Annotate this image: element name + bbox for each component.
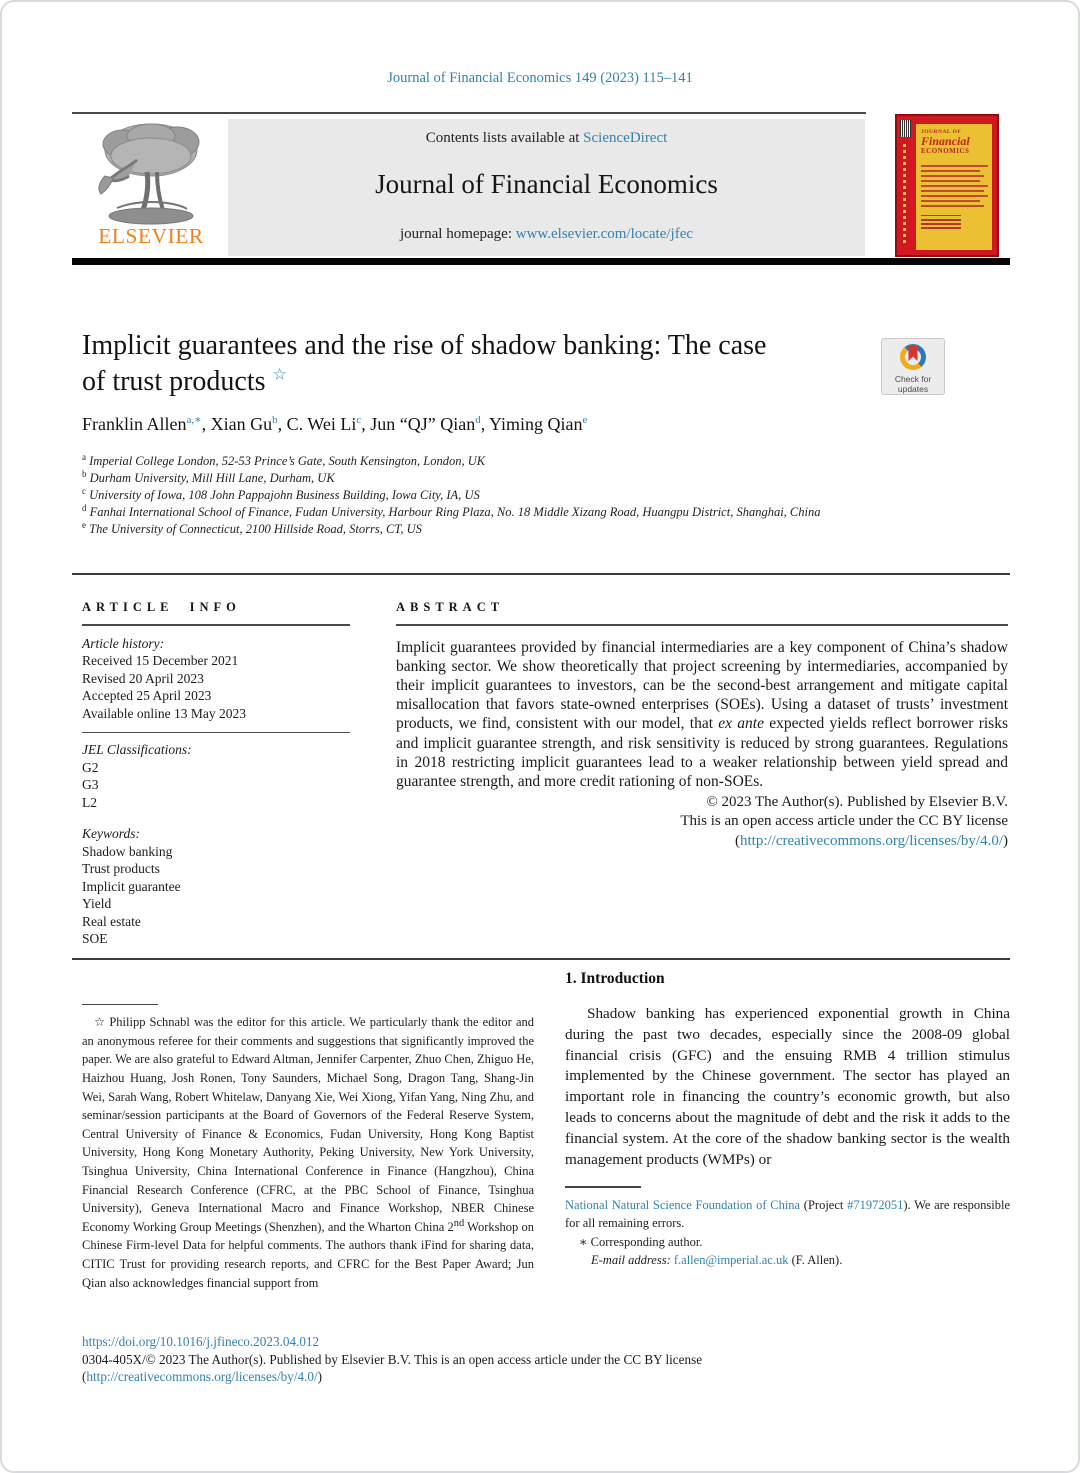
author-separator: , xyxy=(480,414,490,434)
email-suffix: (F. Allen). xyxy=(788,1253,843,1268)
author-separator: , xyxy=(201,414,211,434)
title-line2: of trust products xyxy=(82,366,266,397)
doi-link[interactable]: https://doi.org/10.1016/j.jfineco.2023.04.012 xyxy=(82,1334,320,1349)
funding-footnote xyxy=(565,1196,1010,1233)
license-paren: ) xyxy=(1003,832,1008,849)
history-item: Accepted 25 April 2023 xyxy=(82,688,212,703)
funding-end: ). We are responsible for all remaining errors. xyxy=(565,1197,1010,1231)
author-sup[interactable]: b xyxy=(272,414,278,426)
affiliation-text: The University of Connecticut, 2100 Hillside Road, Storrs, CT, US xyxy=(89,522,422,536)
corresponding-text: Corresponding author. xyxy=(587,1234,703,1249)
left-footnote-column xyxy=(82,1004,534,1292)
badge-line1: Check for xyxy=(894,374,932,384)
homepage-prefix: journal homepage: xyxy=(399,226,516,242)
jel-item: G3 xyxy=(82,777,99,793)
elsevier-tree-icon xyxy=(87,120,215,226)
footnote-sup: nd xyxy=(453,1217,465,1229)
history-label: Article history: xyxy=(82,635,165,651)
footnote-rule xyxy=(565,1186,641,1187)
section-divider-rule xyxy=(72,573,1010,575)
keyword-item: Real estate xyxy=(82,913,141,929)
crossmark-bookmark-icon xyxy=(909,346,918,361)
corresponding-author-note xyxy=(565,1233,1010,1252)
author-name: Franklin Allen xyxy=(82,414,187,434)
abstract-copyright xyxy=(396,793,1008,851)
title-star-icon[interactable]: ☆ xyxy=(272,366,287,384)
copyright-line2: This is an open access article under the CC BY license xyxy=(680,813,1008,830)
cover-contents-lines xyxy=(921,165,988,207)
sciencedirect-link[interactable]: ScienceDirect xyxy=(583,130,668,146)
keyword-item: SOE xyxy=(82,931,108,947)
homepage-line xyxy=(228,226,865,243)
jel-item: G2 xyxy=(82,759,99,775)
title-line1: Implicit guarantees and the rise of shadow banking: The case xyxy=(82,330,767,361)
affiliation-row xyxy=(82,504,882,521)
author-name: Jun “QJ” Qian xyxy=(370,414,476,434)
affiliation-text: University of Iowa, 108 John Pappajohn Business Building, Iowa City, IA, US xyxy=(89,488,480,502)
header-top-rule xyxy=(72,112,866,114)
contents-line xyxy=(228,130,865,147)
abstract-p1: Implicit guarantees provided by financial intermediaries are a key component of China’s shadow banking sector. We show theoretically that project screening by intermediaries, accompanied by their implicit guarantees to investors, can be the second-best arrangement and mitigate capital misallocation that favors state-owned enterprises (SOEs). Using a dataset of trusts’ investment products, we find, consistent with our model, that xyxy=(396,638,1008,733)
abstract-heading: ABSTRACT xyxy=(396,600,505,614)
article-info-column xyxy=(82,600,350,948)
cover-panel xyxy=(916,124,992,250)
email-line xyxy=(565,1251,1010,1270)
asterisk-icon: ∗ xyxy=(579,1234,588,1249)
body-divider-rule xyxy=(72,958,1010,960)
affiliation-text: Imperial College London, 52-53 Prince’s Gate, South Kensington, London, UK xyxy=(89,454,486,468)
article-info-heading: ARTICLE INFO xyxy=(82,600,241,614)
cc-license-link-bottom[interactable]: http://creativecommons.org/licenses/by/4.0/ xyxy=(86,1369,318,1384)
cover-barcode xyxy=(900,120,911,137)
homepage-link[interactable]: www.elsevier.com/locate/jfec xyxy=(515,226,694,242)
editor-footnote xyxy=(82,1013,534,1292)
issn-copyright-line: 0304-405X/© 2023 The Author(s). Published by Elsevier B.V. This is an open access article under the CC BY license xyxy=(82,1351,703,1367)
abstract-text xyxy=(396,638,1008,792)
email-label: E-mail address: xyxy=(591,1253,671,1268)
article-title xyxy=(82,328,862,400)
badge-line2: updates xyxy=(897,384,929,394)
journal-title: Journal of Financial Economics xyxy=(375,169,718,199)
nsfc-link[interactable]: National Natural Science Foundation of China xyxy=(565,1197,801,1212)
affiliation-row xyxy=(82,470,882,487)
author-sup[interactable]: c xyxy=(356,414,362,426)
affiliation-text: Fanhai International School of Finance, Fudan University, Harbour Ring Plaza, No. 18 Middle Xizang Road, Huangpu District, Shanghai, China xyxy=(89,505,821,519)
journal-cover-thumbnail xyxy=(895,114,999,257)
article-info-heading-rule xyxy=(82,624,350,626)
introduction-column xyxy=(565,970,1010,1270)
affiliation-text: Durham University, Mill Hill Lane, Durham, UK xyxy=(89,471,335,485)
affiliation-sup: c xyxy=(82,485,86,496)
affiliation-sup: b xyxy=(82,468,87,479)
contents-prefix: Contents lists available at xyxy=(425,130,584,146)
affiliation-row xyxy=(82,453,882,470)
footnote-p1: Philipp Schnabl was the editor for this article. We particularly thank the editor and an anonymous referee for their comments and suggestions that significantly improved the paper. We are also grateful to Edward Altman, Jennifer Carpenter, Zhuo Chen, Zhiguo He, Haizhou Huang, Josh Ronen, Tony Saunders, Michael Song, Dragon Tang, Shang-Jin Wei, Sarah Wang, Robert Whitelaw, Danyang Xie, Wei Xiong, Yifan Yang, Ning Zhu, and seminar/session participants at the Board of Governors of the Federal Reserve System, Central University of Finance & Economics, Fudan University, Hong Kong Baptist University, Hong Kong Monetary Authority, Peking University, New York University, Tsinghua University, China International Conference in Finance (Hangzhou), China Financial Research Conference (CFRC, at the PBC School of Finance, Tsinghua University), Geneva International Macro and Finance Workshop, NBER Chinese Economy Working Group Meetings (Shenzhen), and the Wharton China 2 xyxy=(82,1015,534,1234)
affiliation-sup: d xyxy=(82,502,87,513)
author-sup[interactable]: d xyxy=(475,414,481,426)
cover-spine-decoration xyxy=(903,144,906,244)
right-footnote xyxy=(565,1186,1010,1270)
license-paren: ( xyxy=(734,832,740,849)
project-number-link[interactable]: #71972051 xyxy=(847,1197,904,1212)
keyword-item: Implicit guarantee xyxy=(82,878,181,894)
doi-license-block xyxy=(82,1333,942,1386)
email-link[interactable]: f.allen@imperial.ac.uk xyxy=(673,1253,789,1268)
author-sup[interactable]: e xyxy=(582,414,588,426)
affiliation-row xyxy=(82,521,882,538)
cover-financial: Financial xyxy=(921,134,970,148)
author-separator: , xyxy=(277,414,287,434)
elsevier-logo xyxy=(78,120,224,256)
introduction-paragraph: Shadow banking has experienced exponential growth in China during the past two decades, especially since the 2008-09 global financial crisis (GFC) and the ensuing RMB 4 trillion stimulus implemented by the Chinese government. The sector has played an important role in financing the country’s economic growth, but also leads to concerns about the magnitude of debt and the risk it adds to the financial system. At the core of the shadow banking sector is the wealth management products (WMPs) or xyxy=(565,1005,1010,1168)
author-name: Yiming Qian xyxy=(489,414,583,434)
license-paren: ( xyxy=(82,1369,87,1384)
keyword-item: Yield xyxy=(82,896,112,912)
abstract-heading-rule xyxy=(396,624,1008,626)
affiliation-row xyxy=(82,487,882,504)
history-item: Received 15 December 2021 xyxy=(82,653,239,668)
check-updates-label xyxy=(882,374,944,394)
footnote-p2: Workshop on Chinese Firm-level Data for helpful comments. The authors thank iFind for sharing data, CITIC Trust for providing research reports, and CFRC for the Best Paper Award; Jun Qian also acknowledges financial support from xyxy=(82,1219,534,1290)
history-item: Revised 20 April 2023 xyxy=(82,670,204,686)
keywords-label: Keywords: xyxy=(82,826,140,842)
abstract-italic: ex ante xyxy=(718,715,764,733)
history-item: Available online 13 May 2023 xyxy=(82,705,246,721)
author-sup[interactable]: a,∗ xyxy=(186,414,202,426)
author-name: Xian Gu xyxy=(210,414,273,434)
crossmark-ring-icon xyxy=(900,344,926,370)
jel-item: L2 xyxy=(82,794,97,810)
header-black-bar xyxy=(72,258,1010,265)
affiliation-list xyxy=(82,453,882,538)
introduction-heading: 1. Introduction xyxy=(565,970,665,987)
license-line xyxy=(82,1368,942,1386)
author-separator: , xyxy=(361,414,371,434)
cover-footer-lines xyxy=(921,215,988,230)
funding-mid: (Project xyxy=(800,1197,848,1212)
keyword-item: Trust products xyxy=(82,861,160,877)
affiliation-sup: a xyxy=(82,451,86,462)
cc-license-link[interactable]: http://creativecommons.org/licenses/by/4.0/ xyxy=(739,832,1003,849)
keyword-item: Shadow banking xyxy=(82,843,173,859)
journal-citation-link[interactable]: Journal of Financial Economics 149 (2023) 115–141 xyxy=(387,70,693,86)
abstract-column xyxy=(396,600,1008,851)
copyright-line1: © 2023 The Author(s). Published by Elsevier B.V. xyxy=(706,794,1008,811)
journal-header-box xyxy=(228,119,865,256)
jel-label: JEL Classifications: xyxy=(82,742,192,758)
article-info-mid-rule xyxy=(82,732,350,733)
footnote-star-icon: ☆ xyxy=(94,1015,106,1030)
check-for-updates-badge[interactable] xyxy=(881,338,945,395)
author-name: C. Wei Li xyxy=(286,414,357,434)
elsevier-wordmark: ELSEVIER xyxy=(98,224,204,248)
license-paren: ) xyxy=(317,1369,323,1384)
affiliation-sup: e xyxy=(82,519,86,530)
cover-economics: ECONOMICS xyxy=(921,147,970,155)
cover-journal-of: JOURNAL OF xyxy=(921,129,962,135)
bottom-columns xyxy=(82,968,1010,1334)
footnote-rule xyxy=(82,1004,158,1005)
author-list xyxy=(82,414,942,435)
abstract-p2: expected yields reflect borrower risks and implicit guarantee strength, and risk sensitivity is reduced by strong guarantees. Regulations in 2018 restricting implicit guarantees lead to a weaker relationship between yield spread and guarantee strength, and more credit rationing of non-SOEs. xyxy=(396,715,1008,790)
